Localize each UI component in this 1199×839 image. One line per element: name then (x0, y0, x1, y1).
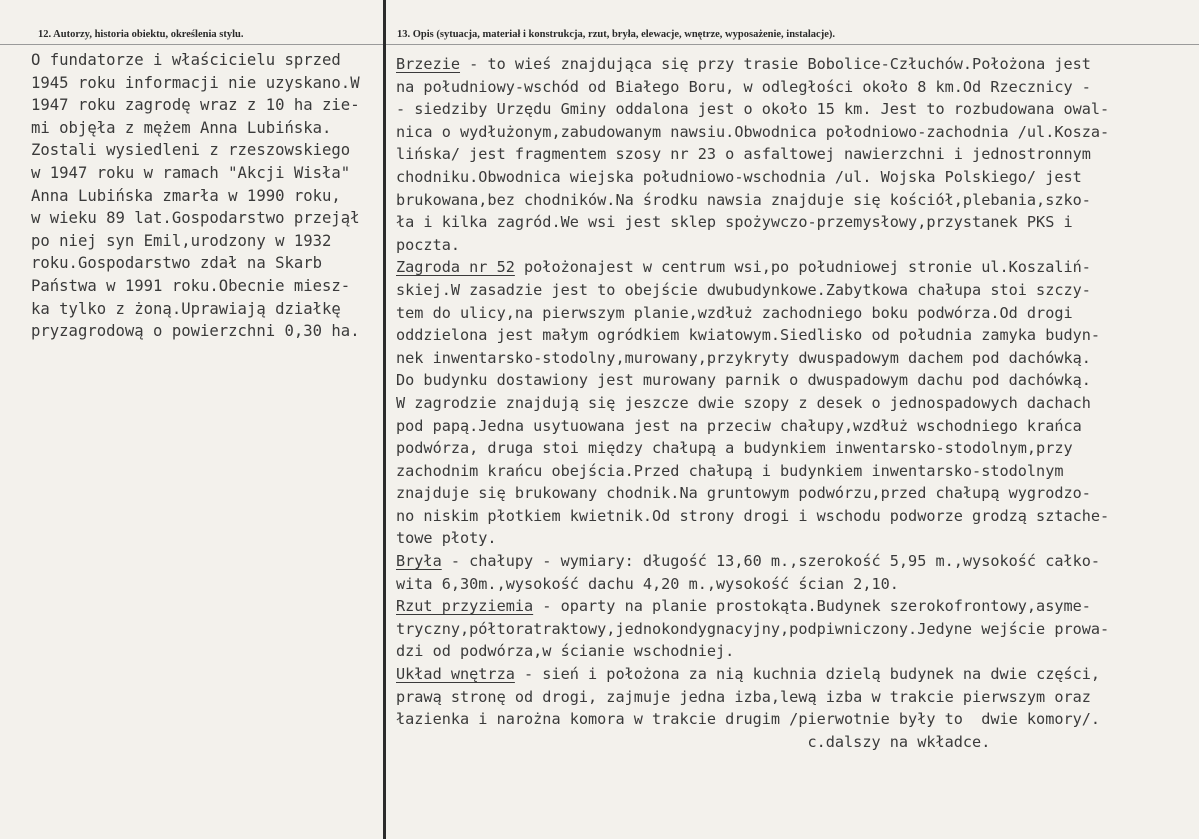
text-line (396, 437, 1196, 460)
section-term: Rzut przyziemia (396, 597, 534, 616)
line-text: nica o wydłużonym,zabudowanym nawsiu.Obwodnica połodniowo-zachodnia /ul.Kosza- (396, 122, 1110, 141)
section-term: Zagroda nr 52 (396, 258, 515, 277)
history-header: 12. Autorzy, historia obiektu, określenia stylu. (38, 29, 244, 40)
text-line (396, 189, 1196, 212)
text-line (396, 53, 1196, 76)
line-text: - sień i położona za nią kuchnia dzielą budynek na dwie części, (514, 665, 1101, 684)
text-line (396, 708, 1196, 731)
line-text: zachodnim krańcu obejścia.Przed chałupą i budynkiem inwentarsko-stodolnym (396, 461, 1064, 480)
line-text: brukowana,bez chodników.Na środku nawsia znajduje się kościół,plebania,szko- (396, 190, 1091, 209)
text-line (396, 527, 1196, 550)
text-line (396, 369, 1196, 392)
description-text (396, 53, 1196, 753)
text-line (396, 550, 1196, 573)
description-column (386, 0, 1199, 839)
line-text: no niskim płotkiem kwietnik.Od strony drogi i wschodu podworze grodzą sztache- (396, 506, 1110, 525)
text-line (396, 460, 1196, 483)
line-text: tem do ulicy,na pierwszym planie,wzdłuż zachodniego boku podwórza.Od drogi (396, 303, 1073, 322)
line-text: prawą stronę od drogi, zajmuje jedna izba,lewą izba w trakcie pierwszym oraz (396, 687, 1091, 706)
text-line (396, 686, 1196, 709)
text-line (396, 234, 1196, 257)
text-line (396, 392, 1196, 415)
header-rule (0, 44, 383, 45)
text-line (396, 324, 1196, 347)
text-line: w 1947 roku w ramach "Akcji Wisła" (31, 163, 351, 182)
text-line (396, 415, 1196, 438)
line-text: skiej.W zasadzie jest to obejście dwubudynkowe.Zabytkowa chałupa stoi szczy- (396, 280, 1091, 299)
line-text: wita 6,30m.,wysokość dachu 4,20 m.,wysokość ścian 2,10. (396, 574, 899, 593)
text-line: ka tylko z żoną.Uprawiają działkę (31, 299, 341, 318)
text-line: 1945 roku informacji nie uzyskano.W (31, 73, 360, 92)
text-line (396, 640, 1196, 663)
text-line: mi objęła z mężem Anna Lubińska. (31, 118, 332, 137)
line-text: c.dalszy na wkładce. (396, 732, 991, 751)
line-text: oddzielona jest małym ogródkiem kwiatowym.Siedlisko od południa zamyka budyn- (396, 326, 1101, 345)
line-text: łazienka i narożna komora w trakcie drugim /pierwotnie były to dwie komory/. (396, 710, 1101, 729)
header-rule (386, 44, 1199, 45)
line-text: Do budynku dostawiony jest murowany parnik o dwuspadowym dachu pod dachówką. (396, 371, 1091, 390)
line-text: - chałupy - wymiary: długość 13,60 m.,szerokość 5,95 m.,wysokość całko- (441, 552, 1101, 571)
line-text: chodniku.Obwodnica wiejska południowo-wschodnia /ul. Wojska Polskiego/ jest (396, 167, 1082, 186)
text-line: 1947 roku zagrodę wraz z 10 ha zie- (31, 96, 360, 115)
line-text: tryczny,półtoratraktowy,jednokondygnacyjny,podpiwniczony.Jedyne wejście prowa- (396, 619, 1110, 638)
line-text: położonajest w centrum wsi,po południowej stronie ul.Koszaliń- (514, 258, 1091, 277)
text-line (396, 256, 1196, 279)
text-line: Zostali wysiedleni z rzeszowskiego (31, 141, 351, 160)
line-text: lińska/ jest fragmentem szosy nr 23 o asfaltowej nawierzchni i jednostronnym (396, 145, 1091, 164)
text-line: O fundatorze i właścicielu sprzed (31, 51, 341, 69)
line-text: towe płoty. (396, 529, 497, 548)
text-line: pryzagrodową o powierzchni 0,30 ha. (31, 322, 360, 341)
line-text: dzi od podwórza,w ścianie wschodniej. (396, 642, 735, 661)
text-line (396, 731, 1196, 754)
section-term: Bryła (396, 552, 442, 571)
line-text: - to wieś znajdująca się przy trasie Bobolice-Człuchów.Położona jest (460, 55, 1091, 73)
text-line (396, 302, 1196, 325)
text-line: w wieku 89 lat.Gospodarstwo przejął (31, 209, 360, 228)
section-term: Układ wnętrza (396, 665, 515, 684)
section-term: Brzezie (396, 55, 461, 73)
text-line (396, 143, 1196, 166)
line-text: poczta. (396, 235, 461, 254)
history-text (31, 49, 383, 343)
history-column (0, 0, 383, 839)
line-text: ła i kilka zagród.We wsi jest sklep spożywczo-przemysłowy,przystanek PKS i (396, 213, 1073, 232)
line-text: pod papą.Jedna usytuowana jest na przeciw chałupy,wzdłuż wschodniego krańca (396, 416, 1082, 435)
text-line (396, 573, 1196, 596)
text-line (396, 663, 1196, 686)
text-line (396, 618, 1196, 641)
line-text: podwórza, druga stoi między chałupą a budynkiem inwentarsko-stodolnym,przy (396, 439, 1073, 458)
text-line: Państwa w 1991 roku.Obecnie miesz- (31, 276, 351, 295)
description-header: 13. Opis (sytuacja, materiał i konstrukcja, rzut, bryła, elewacje, wnętrze, wyposażenie, instalacje). (397, 29, 836, 40)
text-line (396, 347, 1196, 370)
text-line (396, 505, 1196, 528)
text-line (396, 595, 1196, 618)
text-line (396, 482, 1196, 505)
line-text: - siedziby Urzędu Gminy oddalona jest o około 15 km. Jest to rozbudowana owal- (396, 100, 1110, 119)
line-text: W zagrodzie znajdują się jeszcze dwie szopy z desek o jednospadowych dachach (396, 393, 1091, 412)
text-line (396, 279, 1196, 302)
text-line (396, 121, 1196, 144)
text-line (396, 76, 1196, 99)
text-line: Anna Lubińska zmarła w 1990 roku, (31, 186, 341, 205)
line-text: na południowy-wschód od Białego Boru, w odległości około 8 km.Od Rzecznicy - (396, 77, 1091, 96)
text-line (396, 211, 1196, 234)
text-line: roku.Gospodarstwo zdał na Skarb (31, 254, 323, 273)
line-text: znajduje się brukowany chodnik.Na gruntowym podwórzu,przed chałupą wygrodzo- (396, 484, 1091, 503)
text-line (396, 166, 1196, 189)
line-text: nek inwentarsko-stodolny,murowany,przykryty dwuspadowym dachem pod dachówką. (396, 348, 1091, 367)
text-line (396, 98, 1196, 121)
line-text: - oparty na planie prostokąta.Budynek szerokofrontowy,asyme- (533, 597, 1091, 616)
text-line: po niej syn Emil,urodzony w 1932 (31, 231, 332, 250)
